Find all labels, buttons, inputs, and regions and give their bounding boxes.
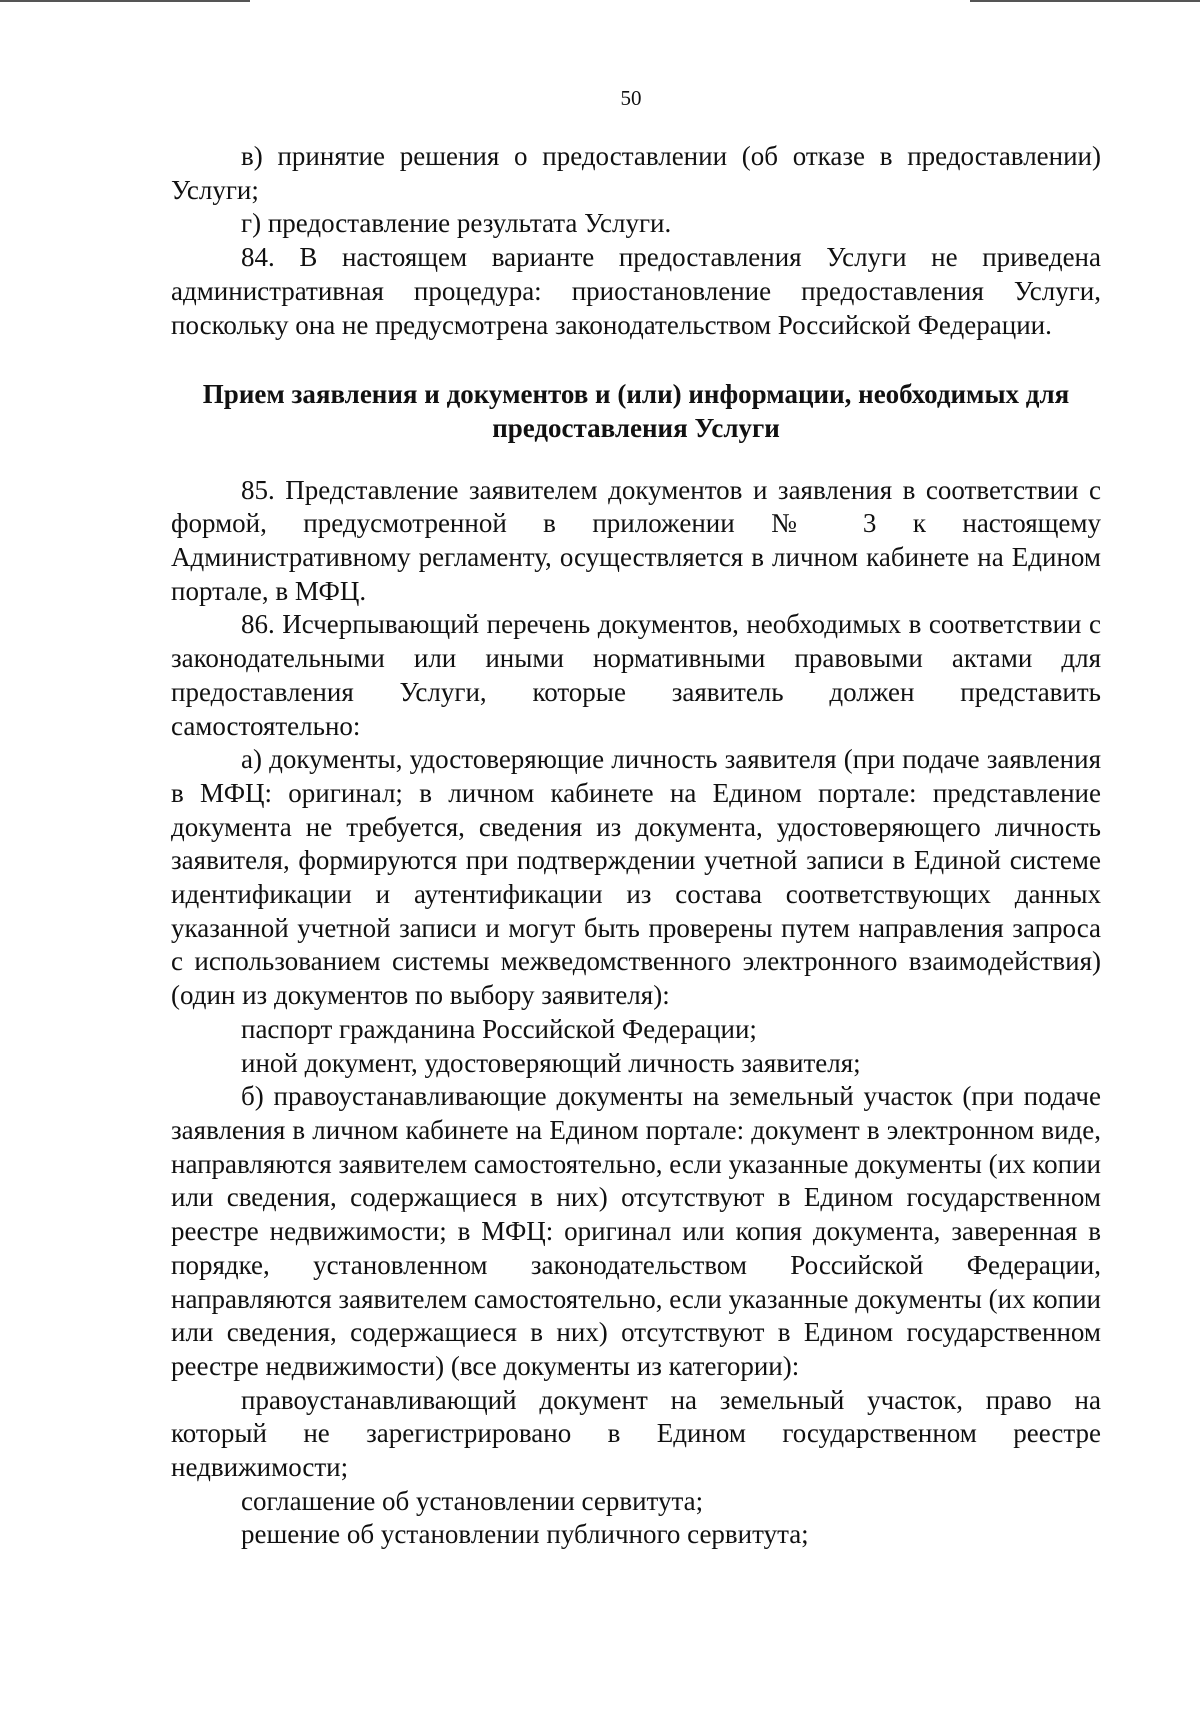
list-item-title-document: правоустанавливающий документ на земельный участок, право на который не зарегистрировано в Едином государственном реестре недвижимости; bbox=[171, 1384, 1101, 1483]
paragraph-item-g: г) предоставление результата Услуги. bbox=[241, 208, 672, 239]
paragraph-item-v: в) принятие решения о предоставлении (об отказе в предоставлении) Услуги; bbox=[171, 141, 1101, 205]
paragraph-86: 86. Исчерпывающий перечень документов, необходимых в соответствии с законодательными или иными нормативными правовыми актами для предоставления Услуги, которые заявитель должен представить самостоятельно: bbox=[171, 609, 1101, 741]
list-item-public-servitude-decision: решение об установлении публичного сервитута; bbox=[241, 1519, 809, 1550]
paragraph-86-b: б) правоустанавливающие документы на земельный участок (при подаче заявления в личном кабинете на Едином портале: документ в электронном виде, направляются заявителем самостоятельно, если указанные документы (их копии или сведения, содержащиеся в них) отсутствуют в Едином государственном реестре недвижимости; в МФЦ: оригинал или копия документа, заверенная в порядке, установленном законодательством Российской Федерации, направляются заявителем самостоятельно, если указанные документы (их копии или сведения, содержащиеся в них) отсутствуют в Едином государственном реестре недвижимости) (все документы из категории): bbox=[171, 1081, 1101, 1381]
page-number: 50 bbox=[620, 86, 642, 110]
list-item-servitude-agreement: соглашение об установлении сервитута; bbox=[241, 1485, 704, 1516]
paragraph-86-a: а) документы, удостоверяющие личность заявителя (при подаче заявления в МФЦ: оригинал; в личном кабинете на Едином портале: представление документа не требуется, сведения из документа, удостоверяющего личность заявителя, формируются при подтверждении учетной записи в Единой системе идентификации и аутентификации из состава соответствующих данных указанной учетной записи и могут быть проверены путем направления запроса с использованием системы межведомственного электронного взаимодействия) (один из документов по выбору заявителя): bbox=[171, 744, 1101, 1011]
section-heading-line-1: Прием заявления и документов и (или) информации, необходимых для bbox=[202, 379, 1070, 410]
section-heading-line-2: предоставления Услуги bbox=[492, 412, 780, 443]
document-body bbox=[171, 140, 1101, 1552]
paragraph-84: 84. В настоящем варианте предоставления Услуги не приведена административная процедура: приостановление предоставления Услуги, поскольку она не предусмотрена законодательством Российской Федерации. bbox=[171, 242, 1101, 340]
scan-edge-right bbox=[970, 0, 1200, 2]
scan-edge-left bbox=[0, 0, 250, 2]
list-item-passport: паспорт гражданина Российской Федерации; bbox=[241, 1013, 757, 1044]
paragraph-85: 85. Представление заявителем документов и заявления в соответствии с формой, предусмотренной в приложении № 3 к настоящему Административному регламенту, осуществляется в личном кабинете на Едином портале, в МФЦ. bbox=[171, 474, 1101, 606]
list-item-other-id: иной документ, удостоверяющий личность заявителя; bbox=[241, 1047, 861, 1078]
section-heading bbox=[171, 378, 1101, 445]
